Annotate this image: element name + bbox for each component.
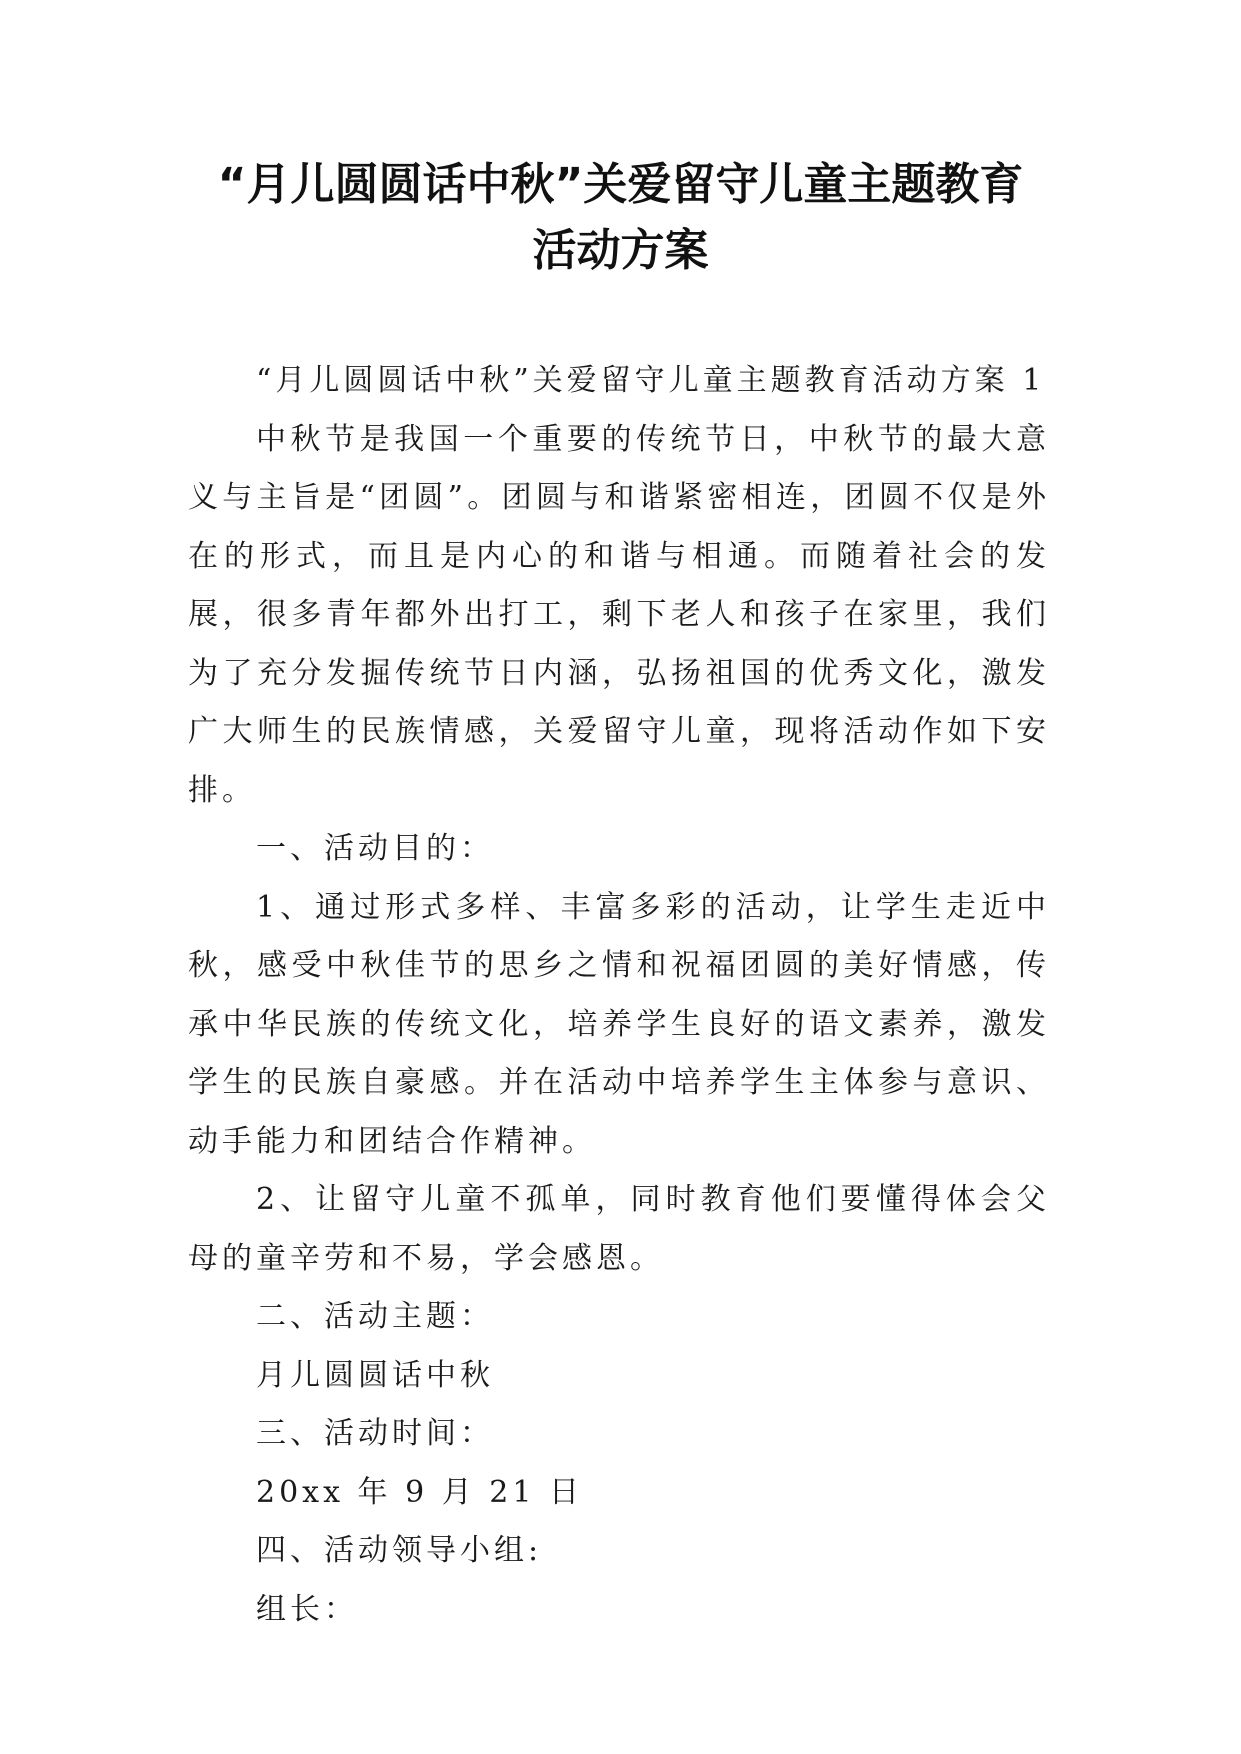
paragraph-theme: 月儿圆圆话中秋 (256, 1357, 494, 1393)
paragraph-intro: 中秋节是我国一个重要的传统节日，中秋节的最大意义与主旨是“团圆”。团圆与和谐紧密相连，团圆不仅是外在的形式，而且是内心的和谐与相通。而随着社会的发展，很多青年都外出打工，剩下老人和孩子在家里，我们为了充分发掘传统节日内涵，弘扬祖国的优秀文化，激发广大师生的民族情感，关爱留守儿童，现将活动作如下安排。 (188, 421, 1050, 808)
heading-activity-time: 三、活动时间： (256, 1416, 494, 1451)
document-body (188, 352, 1050, 1639)
heading-activity-purpose: 一、活动目的： (256, 831, 494, 866)
paragraph-date: 20xx 年 9 月 21 日 (256, 1474, 583, 1510)
document-title-line-1: “月儿圆圆话中秋”关爱留守儿童主题教育 (217, 159, 1024, 210)
document-title-line-2: 活动方案 (532, 225, 709, 276)
paragraph-purpose-2: 2、让留守儿童不孤单，同时教育他们要懂得体会父母的童辛劳和不易，学会感恩。 (188, 1182, 1050, 1276)
paragraph-group-leader: 组长： (256, 1591, 358, 1627)
heading-activity-theme: 二、活动主题： (256, 1299, 494, 1334)
paragraph-subtitle: “月儿圆圆话中秋”关爱留守儿童主题教育活动方案 1 (256, 363, 1046, 398)
paragraph-purpose-1: 1、通过形式多样、丰富多彩的活动，让学生走近中秋，感受中秋佳节的思乡之情和祝福团圆的美好情感，传承中华民族的传统文化，培养学生良好的语文素养，激发学生的民族自豪感。并在活动中培养学生主体参与意识、动手能力和团结合作精神。 (188, 889, 1050, 1159)
heading-leadership-group: 四、活动领导小组: (256, 1533, 543, 1568)
